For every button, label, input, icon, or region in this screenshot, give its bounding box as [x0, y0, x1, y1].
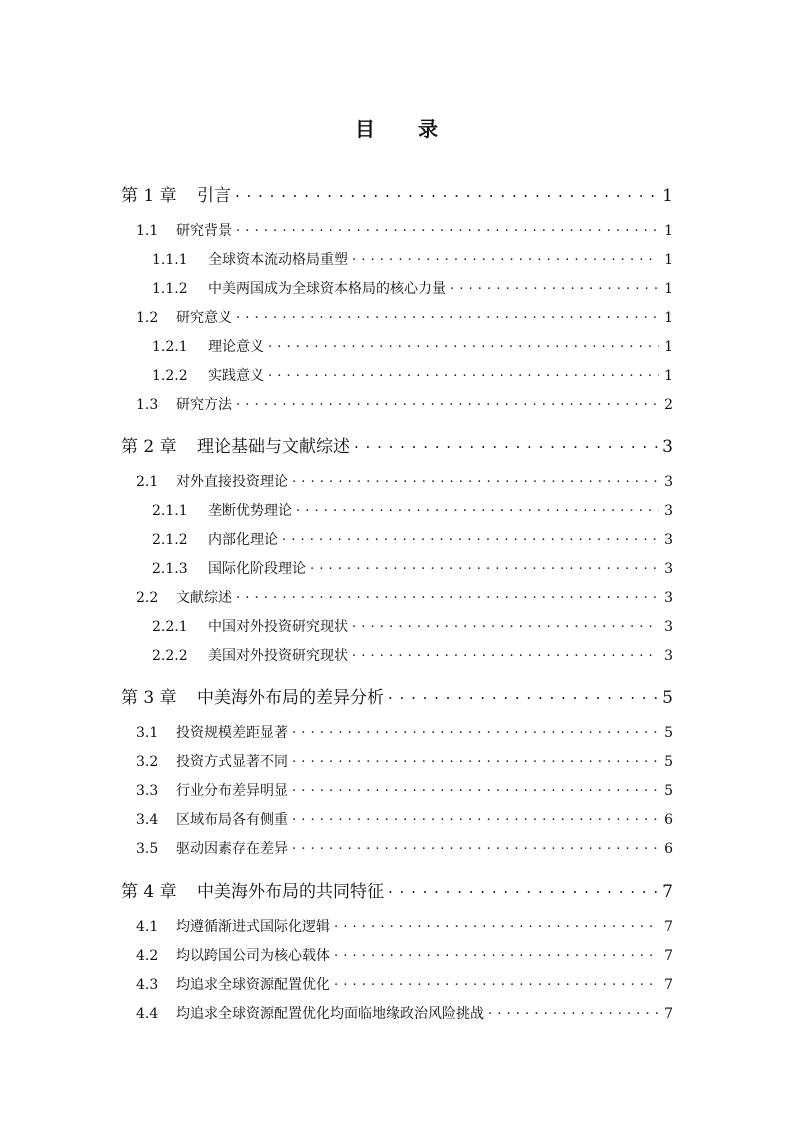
toc-entry-sub[interactable]: [152, 249, 673, 269]
toc-dot-leader: [296, 501, 659, 515]
toc-entry-number: 4.1: [136, 919, 159, 935]
toc-title: 目 录: [355, 117, 456, 141]
toc-entry-section[interactable]: [136, 916, 673, 936]
toc-entry-section[interactable]: [136, 838, 673, 858]
toc-entry-page-number: 3: [664, 648, 673, 664]
toc-dot-leader: [352, 250, 659, 264]
toc-dot-leader: [352, 646, 659, 660]
toc-dot-leader: [352, 617, 659, 631]
toc-entry-label: 投资方式显著不同: [176, 754, 288, 770]
toc-entry-number: 4.4: [136, 1006, 159, 1022]
toc-entry-label: 全球资本流动格局重塑: [208, 252, 348, 268]
toc-entry-number: 3.3: [136, 783, 159, 799]
toc-dot-leader: [292, 839, 659, 853]
toc-entry-label: 国际化阶段理论: [208, 561, 306, 577]
toc-entry-page-number: 3: [664, 474, 673, 490]
toc-entry-number: 3.1: [136, 725, 159, 741]
toc-dot-leader: [354, 435, 658, 452]
toc-entry-number: 2.1.1: [152, 503, 188, 519]
toc-entry-label: 驱动因素存在差异: [176, 841, 288, 857]
toc-entry-number: 3.4: [136, 812, 159, 828]
toc-dot-leader: [292, 752, 659, 766]
toc-entry-label: 研究背景: [176, 223, 232, 239]
toc-entry-page-number: 1: [662, 186, 673, 206]
toc-entry-label: 引言: [197, 186, 231, 206]
toc-entry-number: 4.3: [136, 977, 159, 993]
toc-dot-leader: [268, 366, 659, 380]
toc-entry-page-number: 7: [664, 948, 673, 964]
toc-dot-leader: [235, 184, 658, 201]
toc-entry-label: 研究方法: [176, 397, 232, 413]
toc-entry-label: 区域布局各有侧重: [176, 812, 288, 828]
toc-dot-leader: [450, 279, 659, 293]
toc-dot-leader: [488, 1004, 659, 1018]
toc-entry-number: 1.1.2: [152, 281, 188, 297]
toc-entry-label: 理论意义: [208, 339, 264, 355]
toc-entry-number: 1.1: [136, 223, 159, 239]
toc-entry-page-number: 5: [664, 783, 673, 799]
toc-entry-number: 3.5: [136, 841, 159, 857]
toc-entry-label: 中美海外布局的差异分析: [197, 688, 384, 708]
toc-entry-section[interactable]: [136, 1003, 673, 1023]
toc-entry-number: 3.2: [136, 754, 159, 770]
toc-entry-sub[interactable]: [152, 558, 673, 578]
toc-entry-page-number: 7: [664, 919, 673, 935]
toc-entry-number: 2.2.1: [152, 619, 188, 635]
toc-entry-number: 1.2: [136, 310, 159, 326]
toc-entry-page-number: 2: [664, 397, 673, 413]
toc-entry-number: 1.3: [136, 397, 159, 413]
toc-entry-page-number: 5: [664, 725, 673, 741]
toc-entry-page-number: 5: [664, 754, 673, 770]
toc-entry-page-number: 3: [664, 532, 673, 548]
toc-dot-leader: [388, 686, 658, 703]
toc-entry-page-number: 1: [664, 281, 673, 297]
toc-entry-number: 第 1 章: [121, 186, 177, 206]
toc-entry-page-number: 1: [664, 223, 673, 239]
toc-entry-section[interactable]: [136, 587, 673, 607]
toc-entry-label: 美国对外投资研究现状: [208, 648, 348, 664]
toc-dot-leader: [282, 530, 659, 544]
toc-entry-page-number: 6: [664, 841, 673, 857]
toc-dot-leader: [334, 917, 659, 931]
toc-entry-label: 均追求全球资源配置优化均面临地缘政治风险挑战: [176, 1006, 484, 1022]
toc-entry-page-number: 1: [664, 252, 673, 268]
toc-entry-page-number: 3: [664, 503, 673, 519]
toc-dot-leader: [236, 395, 659, 409]
toc-entry-number: 2.1.2: [152, 532, 188, 548]
toc-entry-number: 1.1.1: [152, 252, 188, 268]
toc-entry-label: 理论基础与文献综述: [197, 437, 350, 457]
toc-entry-label: 均遵循渐进式国际化逻辑: [176, 919, 330, 935]
toc-dot-leader: [236, 308, 659, 322]
toc-entry-number: 第 4 章: [121, 882, 177, 902]
toc-entry-section[interactable]: [136, 220, 673, 240]
toc-entry-page-number: 6: [664, 812, 673, 828]
toc-entry-sub[interactable]: [152, 336, 673, 356]
toc-entry-page-number: 3: [664, 619, 673, 635]
toc-entry-section[interactable]: [136, 945, 673, 965]
toc-entry-label: 垄断优势理论: [208, 503, 292, 519]
toc-dot-leader: [236, 588, 659, 602]
toc-dot-leader: [334, 975, 659, 989]
toc-entry-label: 研究意义: [176, 310, 232, 326]
toc-entry-label: 中国对外投资研究现状: [208, 619, 348, 635]
toc-entry-label: 行业分布差异明显: [176, 783, 288, 799]
toc-entry-label: 投资规模差距显著: [176, 725, 288, 741]
toc-entry-page-number: 7: [664, 977, 673, 993]
toc-entry-page-number: 7: [664, 1006, 673, 1022]
toc-entry-section[interactable]: [136, 394, 673, 414]
toc-entry-number: 2.1.3: [152, 561, 188, 577]
toc-entry-number: 第 2 章: [121, 437, 177, 457]
toc-entry-label: 实践意义: [208, 368, 264, 384]
toc-entry-sub[interactable]: [152, 500, 673, 520]
toc-entry-section[interactable]: [136, 471, 673, 491]
toc-entry-section[interactable]: [136, 751, 673, 771]
toc-entry-label: 对外直接投资理论: [176, 474, 288, 490]
toc-entry-section[interactable]: [136, 307, 673, 327]
toc-entry-number: 第 3 章: [121, 688, 177, 708]
toc-entry-section[interactable]: [136, 974, 673, 994]
toc-entry-label: 中美海外布局的共同特征: [197, 882, 384, 902]
toc-entry-page-number: 1: [664, 339, 673, 355]
toc-entry-number: 1.2.2: [152, 368, 188, 384]
toc-dot-leader: [334, 946, 659, 960]
toc-dot-leader: [292, 810, 659, 824]
toc-entry-number: 2.1: [136, 474, 159, 490]
toc-entry-page-number: 1: [664, 368, 673, 384]
toc-entry-label: 中美两国成为全球资本格局的核心力量: [208, 281, 446, 297]
toc-entry-chapter[interactable]: [121, 181, 673, 206]
toc-entry-number: 2.2: [136, 590, 159, 606]
toc-entry-label: 均追求全球资源配置优化: [176, 977, 330, 993]
toc-dot-leader: [310, 559, 659, 573]
toc-entry-page-number: 3: [662, 437, 673, 457]
toc-entry-sub[interactable]: [152, 645, 673, 665]
toc-dot-leader: [236, 221, 659, 235]
toc-entry-sub[interactable]: [152, 529, 673, 549]
toc-entry-sub[interactable]: [152, 616, 673, 636]
toc-entry-page-number: 3: [664, 590, 673, 606]
toc-entry-section[interactable]: [136, 780, 673, 800]
toc-entry-page-number: 7: [662, 882, 673, 902]
toc-entry-chapter[interactable]: [121, 432, 673, 457]
toc-entry-sub[interactable]: [152, 278, 673, 298]
toc-entry-chapter[interactable]: [121, 877, 673, 902]
toc-dot-leader: [292, 781, 659, 795]
toc-entry-section[interactable]: [136, 722, 673, 742]
toc-entry-page-number: 5: [662, 688, 673, 708]
toc-entry-label: 内部化理论: [208, 532, 278, 548]
toc-entry-number: 4.2: [136, 948, 159, 964]
toc-entry-page-number: 3: [664, 561, 673, 577]
toc-dot-leader: [388, 880, 658, 897]
toc-entry-page-number: 1: [664, 310, 673, 326]
toc-entry-number: 1.2.1: [152, 339, 188, 355]
toc-entry-label: 均以跨国公司为核心载体: [176, 948, 330, 964]
toc-dot-leader: [292, 723, 659, 737]
toc-dot-leader: [268, 337, 659, 351]
toc-entry-sub[interactable]: [152, 365, 673, 385]
toc-entry-number: 2.2.2: [152, 648, 188, 664]
toc-entry-section[interactable]: [136, 809, 673, 829]
toc-dot-leader: [292, 472, 659, 486]
toc-entry-chapter[interactable]: [121, 683, 673, 708]
toc-entry-label: 文献综述: [176, 590, 232, 606]
